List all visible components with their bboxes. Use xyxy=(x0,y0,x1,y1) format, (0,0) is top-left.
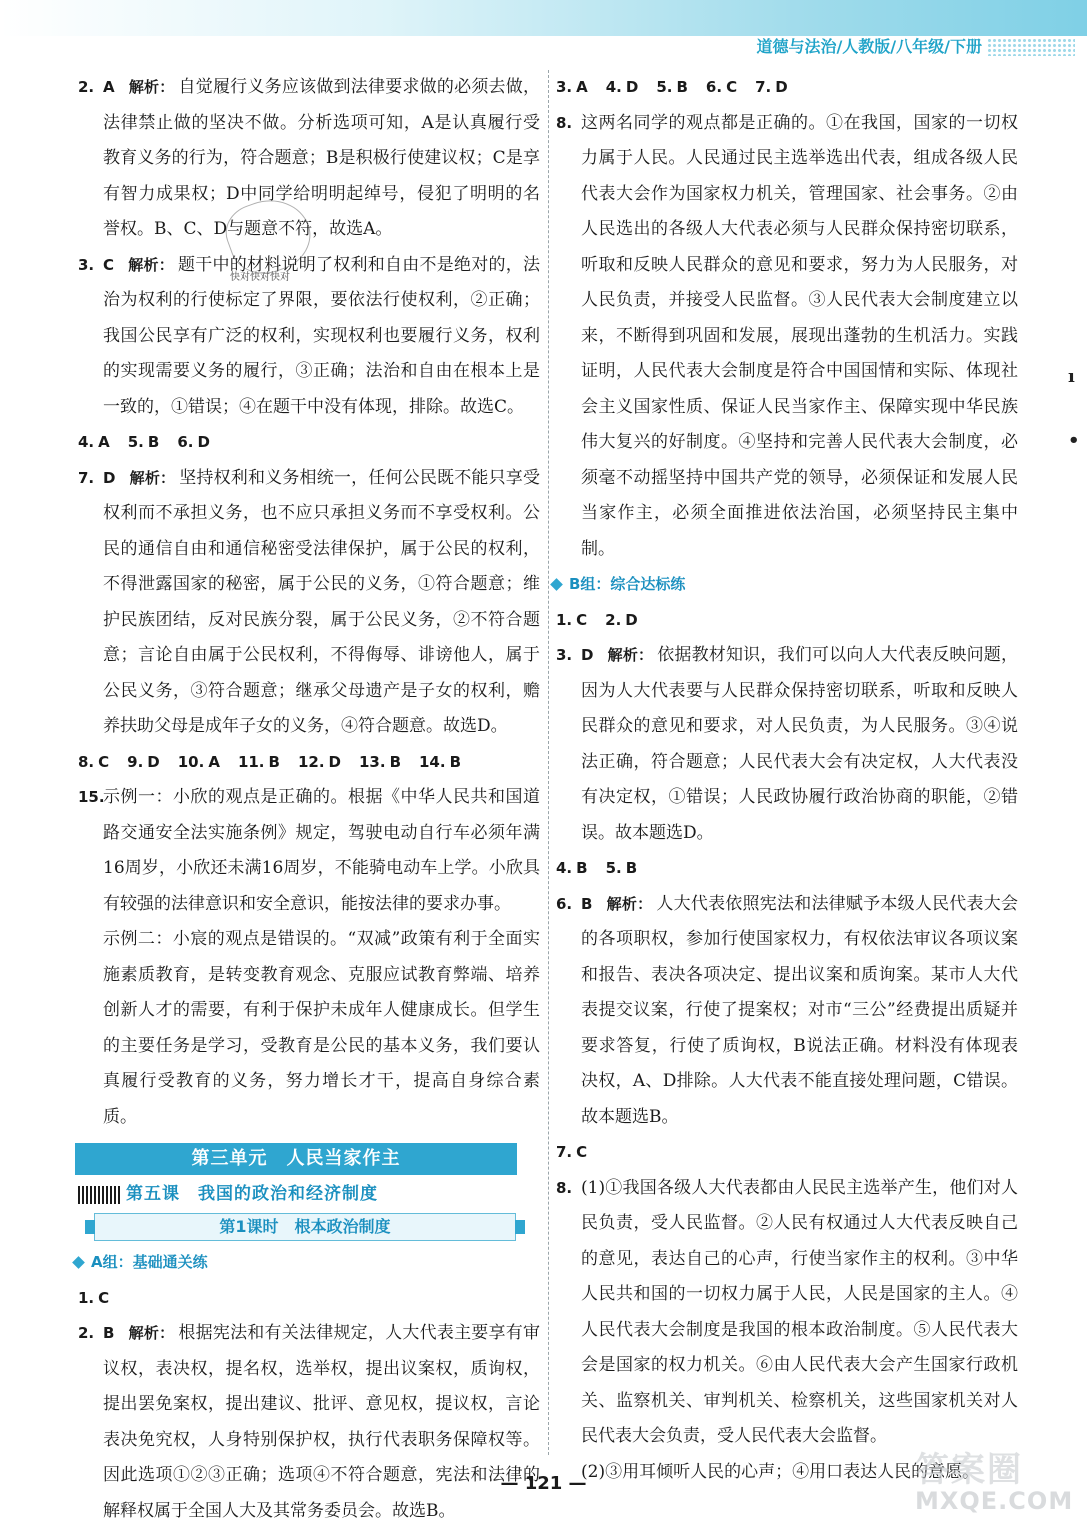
item-answer: C xyxy=(103,255,115,274)
answer-letter: B xyxy=(449,752,462,771)
answer-letter: D xyxy=(147,752,160,771)
quick-answers-1-2 xyxy=(556,603,1018,639)
answer-item-2 xyxy=(78,70,540,248)
watermark-logo xyxy=(915,1442,1075,1522)
example-two: 示例二：小宸的观点是错误的。“双减”政策有利于全面实施素质教育，是转变教育观念、克服应试教育弊端、培养创新人才的需要，有利于保护未成年人健康成长。但学生的主要任务是学习，受教育是公民的基本义务，我们要认真履行受教育的义务，努力增长才干，提高自身综合素质。 xyxy=(103,929,540,1127)
item-number: 2. xyxy=(78,1324,95,1342)
diamond-icon xyxy=(72,1256,85,1269)
diamond-icon xyxy=(550,578,563,591)
item-answer: B xyxy=(581,894,593,913)
answer-letter: A xyxy=(98,433,110,451)
analysis-label: 解析： xyxy=(128,255,175,274)
answer-letter: D xyxy=(775,78,788,96)
item-number: 8. xyxy=(556,1178,573,1197)
item-number: 15. xyxy=(78,788,105,806)
analysis-text: 坚持权利和义务相统一，任何公民既不能只享受权利而不承担义务，也不应只承担义务而不享受权利。公民的通信自由和通信秘密受法律保护，属于公民的权利，不得泄露国家的秘密，属于公民的义务，①符合题意；维护民族团结，反对民族分裂，属于公民义务，②不符合题意；言论自由属于公民权利，不得侮辱、诽谤他人，属于公民义务，③符合题意；继承父母遗产是子女的权利，赡养扶助父母是成年子女的义务，④符合题意。故选D。 xyxy=(103,467,540,736)
analysis-text: 自觉履行义务应该做到法律要求做的必须去做，法律禁止做的坚决不做。分析选项可知，A是认真履行受教育义务的行为，符合题意；B是积极行使建议权；C是享有智力成果权；D中同学给明明起绰号，侵犯了明明的名誉权。B、C、D与题意不符，故选A。 xyxy=(103,77,540,239)
answer-number: 4. xyxy=(556,859,573,877)
barcode-decoration xyxy=(78,1186,122,1204)
answer-letter: B xyxy=(147,433,160,451)
answer-number: 6. xyxy=(177,433,194,451)
item-number: 2. xyxy=(78,78,95,96)
lesson-title: 第五课 我国的政治和经济制度 xyxy=(126,1184,378,1205)
group-b-heading xyxy=(550,567,1018,603)
answer-letter: B xyxy=(576,859,588,877)
answer-number: 7. xyxy=(556,1143,573,1161)
item-answer: B xyxy=(103,1324,115,1342)
header-title: 道德与法治/人教版/八年级/下册 xyxy=(756,37,982,56)
analysis-text: 根据宪法和有关法律规定，人大代表主要享有审议权，表决权，提名权，选举权，提出议案权，质询权，提出罢免案权，提出建议、批评、意见权，提议权，言论表决免究权，人身特别保护权，执行代表职务保障权等。因此选项①②③正确；选项④不符合题意，宪法和法律的解释权属于全国人大及其常务委员会。故选B。 xyxy=(103,1323,540,1521)
answer-letter: A xyxy=(208,752,220,771)
left-column xyxy=(78,70,540,1529)
quick-answers-4-5 xyxy=(556,851,1018,887)
analysis-label: 解析： xyxy=(606,894,653,913)
watermark-line-2: MXQE.COM xyxy=(915,1487,1074,1515)
answer-item-7b xyxy=(556,1135,1018,1171)
answer-letter: C xyxy=(726,78,738,96)
item-answer: A xyxy=(103,78,115,96)
analysis-text: 依据教材知识，我们可以向人大代表反映问题，因为人大代表要与人民群众保持密切联系，听取和反映人民群众的意见和要求，对人民负责，为人民服务。③④说法正确，符合题意；人民代表大会有决定权，人大代表没有决定权，①错误；人民政协履行政治协商的职能，②错误。故本题选D。 xyxy=(581,645,1018,843)
item-answer: D xyxy=(581,646,594,664)
answer-number: 10. xyxy=(177,752,205,771)
margin-mark: ı xyxy=(1068,366,1075,387)
answer-number: 9. xyxy=(127,752,144,771)
period-title: 第1课时 根本政治制度 xyxy=(94,1213,516,1241)
answer-number: 13. xyxy=(358,752,386,771)
answer-letter: D xyxy=(197,433,210,451)
watermark-line-1: 答案圈 xyxy=(915,1450,1023,1490)
answer-part-1: (1)①我国各级人大代表都由人民民主选举产生，他们对人民负责，受人民监督。②人民有权通过人大代表反映自己的意见，表达自己的心声，行使当家作主的权利。③中华人民共和国的一切权力属于人民，人民是国家的主人。④人民代表大会制度是我国的根本政治制度。⑤人民代表大会是国家的权力机关。⑥由人民代表大会产生国家行政机关、监察机关、审判机关、检察机关，这些国家机关对人民代表大会负责，受人民代表大会监督。 xyxy=(581,1177,1018,1446)
header-band xyxy=(0,0,1087,36)
answer-number: 6. xyxy=(705,78,723,96)
item-number: 3. xyxy=(78,255,95,274)
answer-number: 7. xyxy=(755,78,772,96)
item-number: 3. xyxy=(556,646,573,664)
analysis-label: 解析： xyxy=(607,646,654,664)
answer-item-1 xyxy=(78,1281,540,1317)
answer-number: 1. xyxy=(556,610,573,629)
answer-number: 3. xyxy=(556,78,573,96)
analysis-text: 题干中的材料说明了权利和自由不是绝对的，法治为权利的行使标定了界限，要依法行使权利，②正确；我国公民享有广泛的权利，实现权利也要履行义务，权利的实现需要义务的履行，③正确；法治和自由在根本上是一致的，①错误；④在题干中没有体现，排除。故选C。 xyxy=(103,254,540,417)
answer-number: 5. xyxy=(127,433,144,451)
analysis-label: 解析： xyxy=(128,1324,175,1342)
answer-letter: D xyxy=(625,78,639,96)
answer-item-7 xyxy=(78,461,540,745)
answer-letter: D xyxy=(328,752,341,771)
quick-answers-4-6 xyxy=(78,425,540,461)
answer-item-6 xyxy=(556,887,1018,1136)
analysis-text: 人大代表依照宪法和法律赋予本级人民代表大会的各项职权，参加行使国家权力，有权依法审议各项议案和报告、表决各项决定、提出议案和质询案。某市人大代表提交议案，行使了提案权；对市“三公”经费提出质疑并要求答复，行使了质询权，B说法正确。材料没有体现表决权，A、D排除。人大代表不能直接处理问题，C错误。故本题选B。 xyxy=(581,893,1018,1127)
answer-number: 14. xyxy=(419,752,446,771)
item-answer: D xyxy=(103,468,116,487)
group-a-label: A组：基础通关练 xyxy=(91,1253,208,1271)
page-number: — 121 — xyxy=(500,1473,587,1494)
header-dots-decoration xyxy=(987,38,1075,56)
group-a-heading xyxy=(72,1245,540,1281)
item-number: 6. xyxy=(556,894,573,913)
answer-number: 5. xyxy=(656,78,673,96)
column-divider xyxy=(548,70,549,1455)
answer-letter: B xyxy=(268,752,280,771)
answer-item-8 xyxy=(556,106,1018,568)
answer-letter: B xyxy=(625,859,638,877)
answer-item-2b xyxy=(78,1316,540,1529)
analysis-label: 解析： xyxy=(128,78,175,96)
answer-number: 1. xyxy=(78,1288,95,1307)
answer-letter: C xyxy=(98,752,110,771)
item-number: 7. xyxy=(78,468,95,487)
answer-letter: A xyxy=(576,78,588,96)
answer-letter: C xyxy=(576,610,588,629)
answer-text: 这两名同学的观点都是正确的。①在我国，国家的一切权力属于人民。人民通过民主选举选出代表，组成各级人民代表大会作为国家权力机关，管理国家、社会事务。②由人民选出的各级人大代表必须与人民群众保持密切联系，听取和反映人民群众的意见和要求，努力为人民服务，对人民负责，并接受人民监督。③人民代表大会制度建立以来，不断得到巩固和发展，展现出蓬勃的生机活力。实践证明，人民代表大会制度是符合中国国情和实际、体现社会主义国家性质、保证人民当家作主、保障实现中华民族伟大复兴的好制度。④坚持和完善人民代表大会制度，必须毫不动摇坚持中国共产党的领导，必须保证和发展人民当家作主，必须全面推进依法治国，必须坚持民主集中制。 xyxy=(581,112,1018,559)
answer-number: 12. xyxy=(297,752,325,771)
lesson-heading xyxy=(78,1181,540,1209)
answer-letter: B xyxy=(676,78,688,96)
group-b-label: B组：综合达标练 xyxy=(569,575,686,593)
unit-banner: 第三单元 人民当家作主 xyxy=(75,1143,517,1175)
answer-number: 4. xyxy=(78,433,95,451)
example-one: 示例一：小欣的观点是正确的。根据《中华人民共和国道路交通安全法实施条例》规定，驾驶电动自行车必须年满16周岁，小欣还未满16周岁，不能骑电动车上学。小欣具有较强的法律意识和安全意识，能按法律的要求办事。 xyxy=(103,787,540,914)
answer-number: 2. xyxy=(605,610,622,629)
right-column xyxy=(556,70,1018,1490)
answer-letter: C xyxy=(98,1288,110,1307)
answer-letter: C xyxy=(576,1143,588,1161)
answer-letter: D xyxy=(625,610,638,629)
margin-dot: • xyxy=(1068,430,1080,451)
quick-answers-3-7 xyxy=(556,70,1018,106)
item-number: 8. xyxy=(556,113,573,132)
answer-part-2: (2)③用耳倾听人民的心声；④用口表达人民的意愿。 xyxy=(581,1461,980,1482)
quick-answers-8-14 xyxy=(78,745,540,781)
answer-number: 11. xyxy=(237,752,265,771)
answer-letter: B xyxy=(389,752,401,771)
answer-number: 8. xyxy=(78,752,95,771)
answer-item-15 xyxy=(78,780,540,1135)
handwriting-note: 快对快对快对 xyxy=(230,272,290,283)
answer-number: 5. xyxy=(605,859,622,877)
answer-item-3 xyxy=(78,248,540,426)
analysis-label: 解析： xyxy=(129,468,176,487)
answer-number: 4. xyxy=(605,78,622,96)
answer-item-3b xyxy=(556,638,1018,851)
